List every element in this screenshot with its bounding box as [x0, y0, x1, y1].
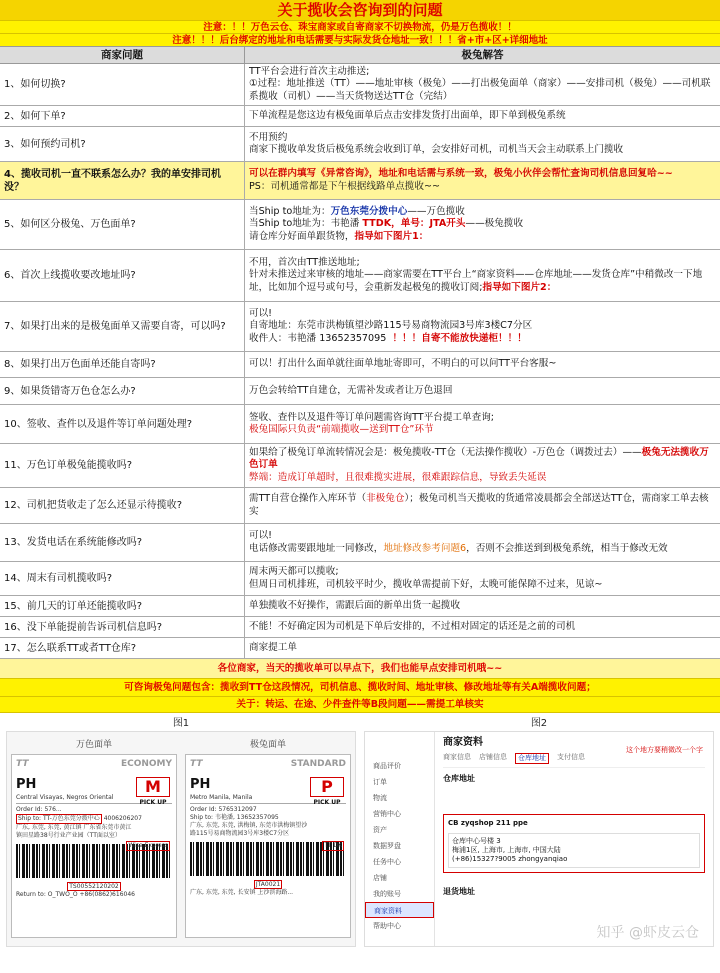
tabs	[443, 753, 705, 768]
sidebar	[365, 732, 435, 946]
answer-highlight: 指导如下图片2：	[482, 281, 557, 293]
answer-highlight: 地址修改参考问题6	[383, 542, 467, 554]
table-row	[0, 405, 720, 444]
table-row	[0, 596, 720, 617]
question: 6、首次上线揽收要改地址吗?	[0, 250, 245, 301]
answer-line: 周末两天都可以揽收;	[249, 566, 339, 578]
question: 10、签收、查件以及退件等订单问题处理?	[0, 405, 245, 443]
answer-text: ）；极兔司机当天揽收的货通常凌晨都会全部送达TT仓，需商家工单去核实	[249, 493, 709, 517]
sidebar-item[interactable]: 物流	[373, 794, 387, 802]
sidebar-item[interactable]: 帮助中心	[373, 922, 401, 930]
table-row	[0, 617, 720, 638]
tab-active[interactable]: 仓库地址	[515, 753, 549, 764]
answer-line: PS：司机通常都是下午根据线路单点揽收~~	[249, 180, 441, 192]
question: 16、没下单能提前告诉司机信息吗?	[0, 617, 245, 637]
label-heading: 极兔面单	[249, 740, 286, 750]
question: 4、揽收司机一直不联系怎么办？我的单安排司机没？	[0, 162, 245, 199]
answer	[245, 444, 720, 487]
label-address: 广东, 东莞, 东莞, 黄江镇 广东省东莞市黄江镇田星路38号行业产业园（TT面以室）	[16, 823, 132, 839]
label-service: STANDARD	[290, 759, 346, 769]
label-carrier: Wise Express	[128, 842, 168, 849]
panel-title: 商家资料	[443, 737, 483, 748]
label-mark: M	[136, 777, 170, 797]
answer	[245, 302, 720, 351]
label-jitu	[181, 732, 355, 946]
answer	[245, 617, 720, 637]
main-panel	[435, 732, 713, 946]
shipping-label	[11, 754, 177, 938]
answer-line: 不用，首次由TT推送地址;	[249, 256, 360, 268]
answer-line: 可以在群内填写《异常咨询》，地址和电话需与系统一致，极兔小伙伴会帮忙查询司机信息回复哈~~	[249, 168, 673, 180]
label-country: PH	[190, 776, 211, 792]
answer	[245, 250, 720, 301]
answer-line: 不用预约	[249, 131, 288, 143]
answer-line: TT平台会进行首次主动推送;	[249, 65, 370, 77]
table-row	[0, 524, 720, 562]
sidebar-item[interactable]: 我的账号	[373, 890, 401, 898]
label-wanse	[7, 732, 181, 946]
answer-line: 不能！不好确定因为司机是下单后安排的，不过相对固定的话还是之前的司机	[249, 620, 576, 632]
col-answer-header: 极兔解答	[461, 49, 504, 61]
answer	[245, 127, 720, 161]
answer-text: 当Ship to地址为：	[249, 205, 331, 217]
answer	[245, 405, 720, 443]
address-line: 梅浦1区, 上海市, 上海市, 中国大陆	[452, 845, 561, 854]
sidebar-item[interactable]: 商品评价	[373, 762, 401, 770]
answer-line: 商家下揽收单发货后极兔系统会收到订单，会安排好司机，司机当天会主动联系上门揽收	[249, 144, 624, 155]
answer-highlight: 指导如下图片1：	[354, 230, 429, 242]
section-title: 仓库地址	[443, 774, 475, 784]
table-row	[0, 64, 720, 106]
label-footer: Return to: O_TWO_O +86(0862)616046	[16, 891, 135, 899]
answer-text: 如果给了极兔订单流转情况会是：极兔揽收-TT仓（无法操作揽收）-万色仓（调拨过去）——	[249, 446, 642, 458]
label-brand: TT	[190, 759, 203, 769]
question: 15、前几天的订单还能揽收吗?	[0, 596, 245, 616]
label-region: Central Visayas, Negros Oriental	[16, 793, 114, 801]
address-card	[443, 814, 705, 872]
watermark: 知乎 @虾皮云仓	[596, 924, 699, 941]
question: 17、怎么联系TT或者TT仓库?	[0, 638, 245, 658]
answer	[245, 64, 720, 105]
answer-highlight: 非极兔仓	[366, 493, 405, 505]
answer	[245, 638, 720, 658]
label-service: ECONOMY	[120, 759, 172, 769]
label-tracking: TS00552120202	[69, 882, 119, 890]
label-shipto: Ship to: TT-万色东莞分拨中心	[18, 815, 100, 823]
figure-1-caption: 图1	[172, 718, 190, 729]
answer	[245, 596, 720, 616]
label-brand: TT	[16, 759, 29, 769]
table-row	[0, 162, 720, 200]
page-title: 关于揽收会咨询到的问题	[0, 0, 720, 20]
answer-text: 针对未推送过来审核的地址——商家需要在TT平台上“商家资料——仓库地址——发货仓库”中稍微改一下地址，比如加个逗号或句号，会重新发起极兔的揽收订阅;	[249, 269, 703, 293]
label-region: Metro Manila, Manila	[190, 793, 253, 801]
answer	[245, 200, 720, 249]
label-mark: P	[310, 777, 344, 797]
sidebar-item[interactable]: 营销中心	[373, 810, 401, 818]
table-header	[0, 46, 720, 64]
answer-line: 单独揽收不好操作，需跟后面的新单出货一起揽收	[249, 599, 461, 611]
answer-line: 弊端：造成订单超时，且很难揽实进展，很难跟踪信息，导致丢失延误	[249, 471, 547, 483]
label-address: 广东, 东莞, 东莞, 洪梅镇, 东莞市洪梅镇望沙路115号易商物流园3号库3楼C7分区	[190, 821, 308, 837]
footer-note-3: 关于：转运、在途、少件查件等B段问题——需提工单核实	[0, 697, 720, 713]
question: 5、如何区分极兔、万色面单?	[0, 200, 245, 249]
tab[interactable]: 支付信息	[557, 753, 585, 761]
answer-highlight: TTDK，单号：JTA开头	[362, 218, 466, 230]
table-row	[0, 444, 720, 488]
sidebar-item[interactable]: 数据罗盘	[373, 842, 401, 850]
figure-2-caption: 图2	[530, 718, 548, 729]
answer-text: ——万色揽收	[407, 205, 465, 217]
table-row	[0, 127, 720, 162]
table-row	[0, 200, 720, 250]
label-country: PH	[16, 776, 37, 792]
answer	[245, 488, 720, 523]
answer-line: 可以!	[249, 307, 273, 319]
answer	[245, 562, 720, 595]
answer-line: 可以!	[249, 530, 273, 542]
answer-text: 需TT自营仓操作入库环节（	[249, 493, 367, 505]
answer	[245, 352, 720, 377]
shipping-label	[185, 754, 351, 938]
label-carrier: TT DK	[324, 842, 342, 849]
label-tracking: JTA0021	[255, 880, 281, 888]
question: 13、发货电话在系统能修改吗?	[0, 524, 245, 561]
address-line: 仓库中心号楼 3	[452, 836, 501, 845]
label-pickup: PICK UP	[313, 799, 341, 806]
footer-note-2: 可咨询极兔问题包含：揽收到TT仓这段情况，司机信息、揽收时间、地址审核、修改地址等有关A端揽收问题；	[0, 679, 720, 697]
table-row	[0, 302, 720, 352]
answer-line: 签收、查件以及退件等订单问题需咨询TT平台提工单查询;	[249, 411, 495, 423]
answer-text: 电话修改需要跟地址一同修改，	[249, 542, 384, 554]
sidebar-item[interactable]: 店铺	[373, 874, 387, 882]
answer-line: 下单流程是您这边有极兔面单后点击安排发货打出面单，即下单到极兔系统	[249, 109, 566, 121]
sidebar-item-selected[interactable]: 商家资料	[365, 902, 434, 918]
address-card-title: CB zyqshop 211 ppe	[448, 819, 528, 828]
answer-line: 自寄地址：东莞市洪梅镇望沙路115号易商物流园3号库3楼C7分区	[249, 320, 533, 332]
table-row	[0, 638, 720, 659]
answer-highlight: 万色东莞分拨中心	[330, 205, 408, 217]
footer-note-1: 各位商家，当天的揽收单可以早点下，我们也能早点安排司机哦~~	[0, 659, 720, 679]
answer-text: 请仓库分好面单跟货物，	[249, 230, 355, 242]
answer-line: 极兔国际只负责“前端揽收—送到TT仓”环节	[249, 424, 434, 435]
label-order: Order Id: 5765312097	[190, 806, 257, 814]
answer-line: 商家提工单	[249, 641, 297, 653]
sidebar-item[interactable]: 任务中心	[373, 858, 401, 866]
label-shipto: Ship to: 韦艳潘, 13652357095	[190, 814, 279, 822]
question: 8、如果打出万色面单还能自寄吗?	[0, 352, 245, 377]
answer	[245, 106, 720, 126]
table-row	[0, 488, 720, 524]
label-pickup: PICK UP	[139, 799, 167, 806]
answer-text: 收件人：韦艳潘 13652357095	[249, 332, 387, 344]
answer	[245, 378, 720, 404]
label-phone: 4006206207	[103, 815, 142, 823]
question: 2、如何下单?	[0, 106, 245, 126]
answer-line: 万色会转给TT自建仓，无需补发或者让万色退回	[249, 384, 453, 396]
answer-line: 可以！打出什么面单就往面单地址寄即可，不明白的可以问TT平台客服~	[249, 358, 557, 370]
label-footer: 广东, 东莞, 东莞, 长安镇 上沙滨海路...	[190, 889, 294, 897]
return-section-title: 退货地址	[443, 886, 475, 896]
table-row	[0, 352, 720, 378]
answer-text: ——极兔揽收	[465, 218, 524, 230]
answer-line: 但周日司机排班，司机较平时少，揽收单需提前下好，太晚可能保障不过来，见谅~	[249, 578, 603, 590]
question: 1、如何切换?	[0, 64, 245, 105]
question: 14、周末有司机揽收吗?	[0, 562, 245, 595]
table-row	[0, 378, 720, 405]
table-row	[0, 250, 720, 302]
address-line: (+86)15327?9005 zhongyanqiao	[452, 854, 568, 863]
table-row	[0, 106, 720, 127]
figure-1	[6, 718, 356, 947]
question: 12、司机把货收走了怎么还显示待揽收?	[0, 488, 245, 523]
tab[interactable]: 店铺信息	[479, 753, 507, 761]
annotation-note: 这个地方要稍微改一个字	[626, 746, 703, 754]
question: 9、如果货错寄万色仓怎么办?	[0, 378, 245, 404]
col-question-header: 商家问题	[0, 47, 245, 63]
answer-text: ，否则不会推送到到极兔系统，相当于修改无效	[466, 542, 668, 554]
label-order: Order Id: 576...	[16, 806, 62, 814]
answer	[245, 524, 720, 561]
notice-2: 注意！！！后台绑定的地址和电话需要与实际发货仓地址一致！！！省+市+区+详细地址	[0, 33, 720, 46]
answer-line: ①过程：地址推送（TT）——地址审核（极兔）——打出极兔面单（商家）——安排司机（极兔）——司机联系揽收（司机）——当天货物送达TT仓（完结）	[249, 78, 711, 102]
figures	[0, 718, 720, 947]
label-heading: 万色面单	[75, 740, 112, 750]
answer	[245, 162, 720, 199]
tab[interactable]: 商家信息	[443, 753, 471, 761]
question: 3、如何预约司机?	[0, 127, 245, 161]
table-row	[0, 562, 720, 596]
question: 7、如果打出来的是极兔面单又需要自寄，可以吗?	[0, 302, 245, 351]
sidebar-item[interactable]: 订单	[373, 778, 387, 786]
answer-highlight: ！！！自寄不能放快递柜！！！	[392, 332, 527, 344]
answer-highlight: 极兔无法揽收万色订单	[249, 446, 709, 471]
sidebar-item[interactable]: 资产	[373, 826, 387, 834]
notice-1: 注意：！！万色云仓、珠宝商家或自寄商家不切换物流，仍是万色揽收！！	[0, 20, 720, 33]
answer-text: 当Ship to地址为：韦艳潘	[249, 218, 360, 230]
question: 11、万色订单极兔能揽收吗?	[0, 444, 245, 487]
figure-2	[364, 718, 714, 947]
